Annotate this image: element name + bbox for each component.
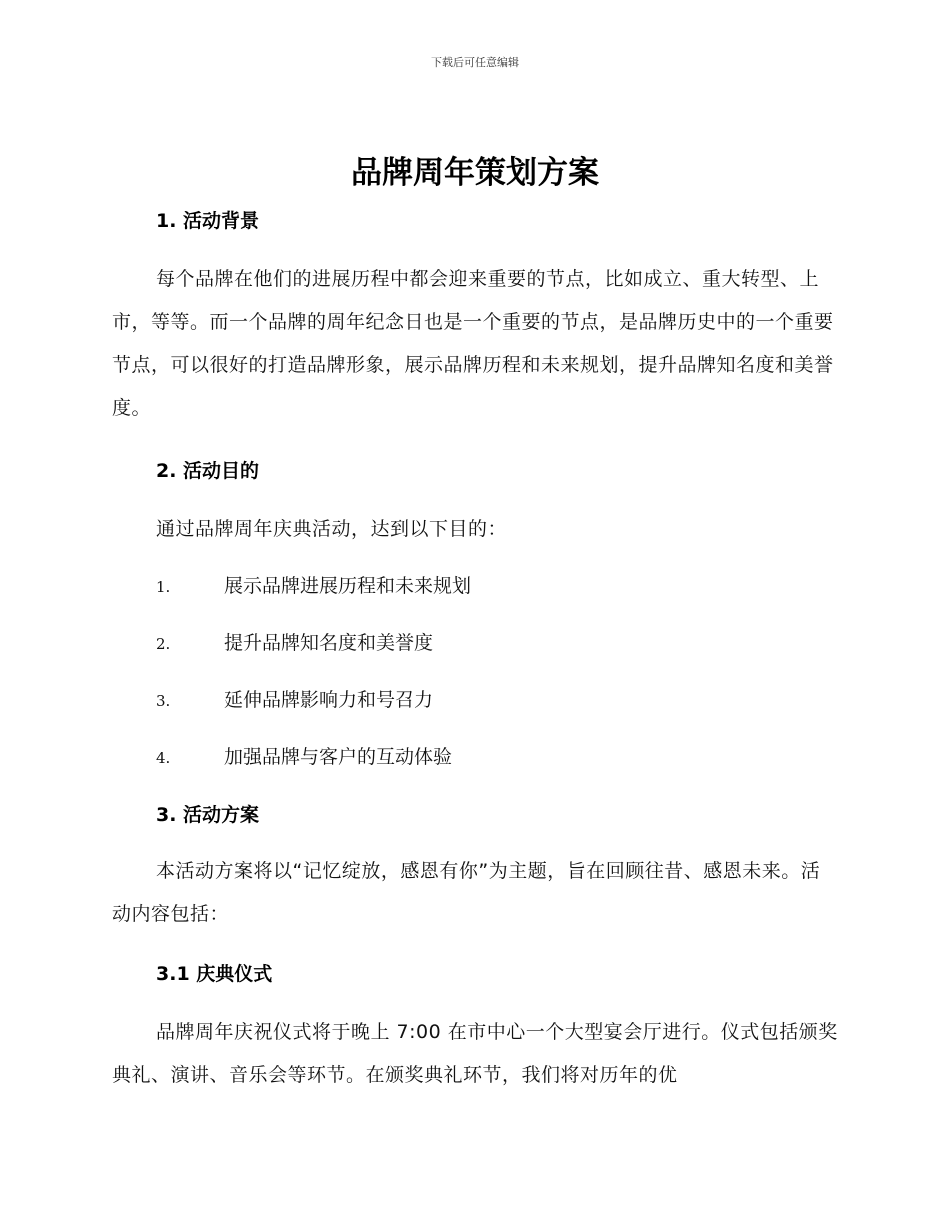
header-note: 下载后可任意编辑 xyxy=(431,56,519,69)
plan-paragraph: 本活动方案将以“记忆绽放，感恩有你”为主题，旨在回顾往昔、感恩未来。活动内容包括： xyxy=(112,860,821,925)
list-number: 3. xyxy=(156,692,171,710)
list-text: 展示品牌进展历程和未来规划 xyxy=(224,575,472,597)
list-number: 2. xyxy=(156,635,171,653)
list-item xyxy=(156,629,836,658)
list-text: 提升品牌知名度和美誉度 xyxy=(224,632,434,654)
ceremony-paragraph: 品牌周年庆祝仪式将于晚上 7:00 在市中心一个大型宴会厅进行。仪式包括颁奖典礼、演讲、音乐会等环节。在颁奖典礼环节，我们将对历年的优 xyxy=(112,1021,838,1086)
subsection-heading-ceremony: 3.1 庆典仪式 xyxy=(156,963,273,985)
list-item xyxy=(156,572,836,601)
list-text: 延伸品牌影响力和号召力 xyxy=(224,689,434,711)
background-paragraph: 每个品牌在他们的进展历程中都会迎来重要的节点，比如成立、重大转型、上市，等等。而一个品牌的周年纪念日也是一个重要的节点，是品牌历史中的一个重要节点，可以很好的打造品牌形象，展示品牌历程和未来规划，提升品牌知名度和美誉度。 xyxy=(112,268,834,419)
list-item xyxy=(156,743,836,772)
list-item xyxy=(156,686,836,715)
list-text: 加强品牌与客户的互动体验 xyxy=(224,746,453,768)
section-heading-plan: 3. 活动方案 xyxy=(156,804,260,826)
document-title: 品牌周年策划方案 xyxy=(351,155,599,191)
list-number: 1. xyxy=(156,578,171,596)
purpose-intro: 通过品牌周年庆典活动，达到以下目的： xyxy=(156,518,508,540)
list-number: 4. xyxy=(156,749,171,767)
section-heading-background: 1. 活动背景 xyxy=(156,210,260,232)
section-heading-purpose: 2. 活动目的 xyxy=(156,460,260,482)
